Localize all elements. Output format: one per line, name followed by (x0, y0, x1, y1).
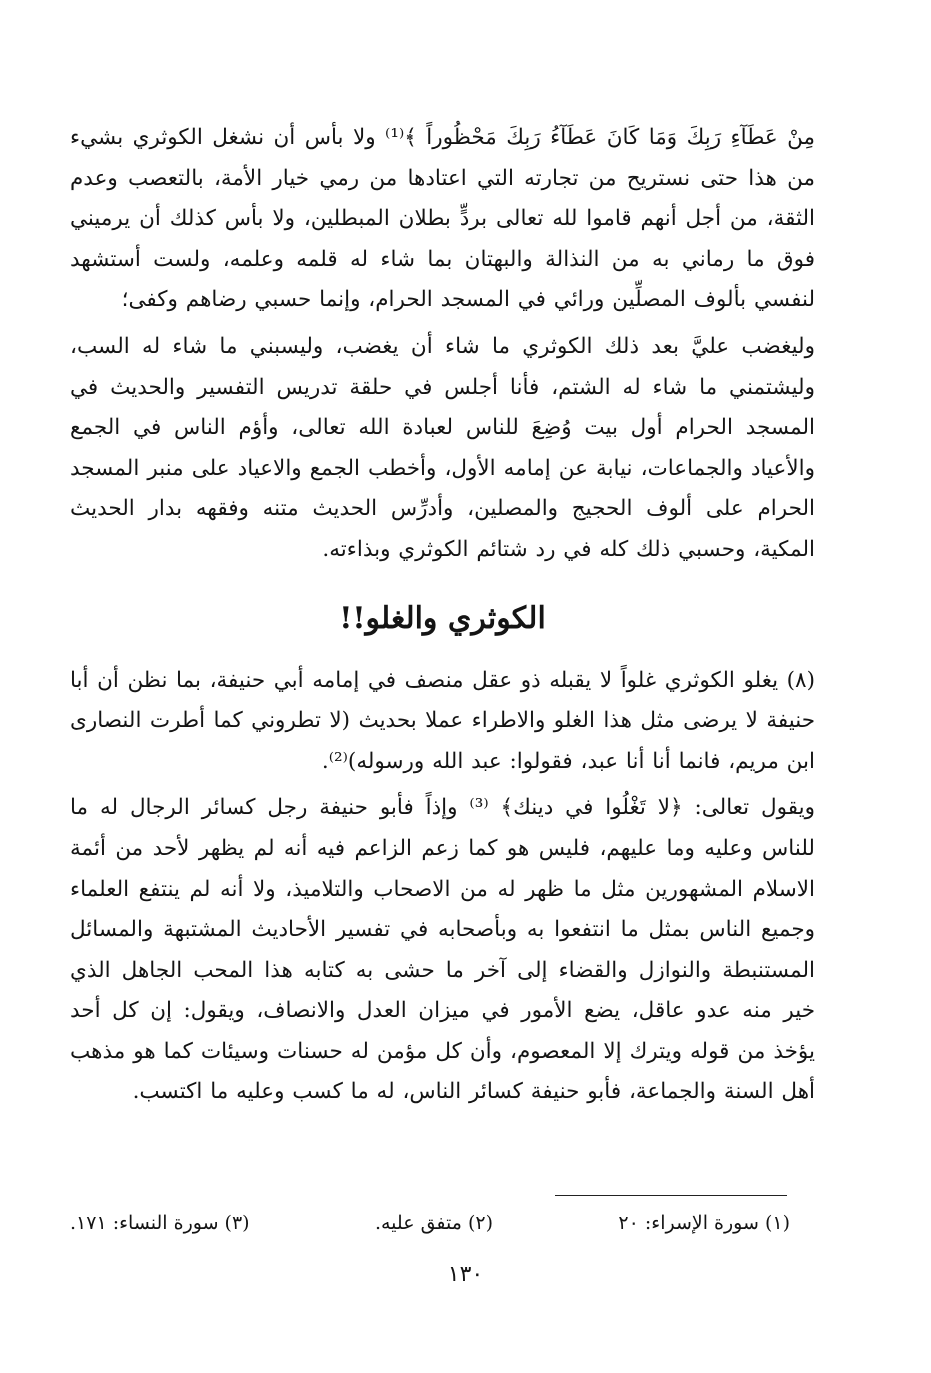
paragraph-4: ويقول تعالى: ﴿لا تَغْلُوا في دينك﴾ ⁽³⁾ وإذاً فأبو حنيفة رجل كسائر الرجال له ما للناس وعليه وما عليهم، فليس هو كما زعم الزاعم فيه أنه لم يظهر لأحد من أئمة الاسلام المشهورين مثل ما ظهر له من الاصحاب والتلاميذ، ولا أنه لم ينتفع العلماء وجميع الناس بمثل ما انتفعوا به وبأصحابه في تفسير الأحاديث المشتبهة والمسائل المستنبطة والنوازل والقضاء إلى آخر ما حشى به كتابه هذا المحب الجاهل الذي خير منه عدو عاقل، يضع الأمور في ميزان العدل والانصاف، ويقول: إن كل أحد يؤخذ من قوله ويترك إلا المعصوم، وأن كل مؤمن له حسنات وسيئات كما هو مذهب أهل السنة والجماعة، فأبو حنيفة كسائر الناس، له ما كسب وعليه ما اكتسب. (70, 795, 815, 1105)
footnotes (70, 1208, 790, 1238)
footnote-2: (٢) متفق عليه. (374, 1212, 494, 1234)
footnote-3: (٣) سورة النساء: ١٧١. (70, 1212, 250, 1234)
section-heading: الكوثري والغلو!! (339, 600, 546, 636)
page-number: ١٣٠ (447, 1262, 484, 1287)
footnote-1: (١) سورة الإسراء: ٢٠ (618, 1212, 790, 1234)
footnote-divider (555, 1195, 787, 1196)
paragraph-3: (٨) يغلو الكوثري غلواً لا يقبله ذو عقل منصف في إمامه أبي حنيفة، بما نظن أن أبا حنيفة لا يرضى مثل هذا الغلو والاطراء عملا بحديث (لا تطروني كما أطرت النصارى ابن مريم، فانما أنا أنا عبد، فقولوا: عبد الله ورسوله)⁽²⁾. (70, 667, 815, 774)
page-body (70, 118, 815, 1113)
paragraph-2: وليغضب عليَّ بعد ذلك الكوثري ما شاء أن يغضب، وليسبني ما شاء له السب، وليشتمني ما شاء له الشتم، فأنا أجلس في حلقة تدريس التفسير والحديث في المسجد الحرام أول بيت وُضِعَ للناس لعبادة الله تعالى، وأؤم الناس في الجمع والأعياد والجماعات، نيابة عن إمامه الأول، وأخطب الجمع والاعياد على منبر المسجد الحرام على ألوف الحجيج والمصلين، وأدرِّس الحديث متنه وفقهه بدار الحديث المكية، وحسبي ذلك كله في رد شتائم الكوثري وبذاءته. (70, 333, 815, 562)
paragraph-1: مِنْ عَطَآءِ رَبِكَ وَمَا كَانَ عَطَآءُ رَبِكَ مَحْظُوراً ﴾⁽¹⁾ ولا بأس أن نشغل الكوثري بشيء من هذا حتى نستريح من تجارته التي اعتادها من رمي خيار الأمة، بالتعصب وعدم الثقة، من أجل أنهم قاموا لله تعالى بردٍّ بطلان المبطلين، ولا بأس كذلك أن يرميني فوق ما رماني به من النذالة والبهتان بما شاء له قلمه وعلمه، ولست أستشهد لنفسي بألوف المصلِّين ورائي في المسجد الحرام، وإنما حسبي رضاهم وكفى؛ (70, 125, 815, 313)
